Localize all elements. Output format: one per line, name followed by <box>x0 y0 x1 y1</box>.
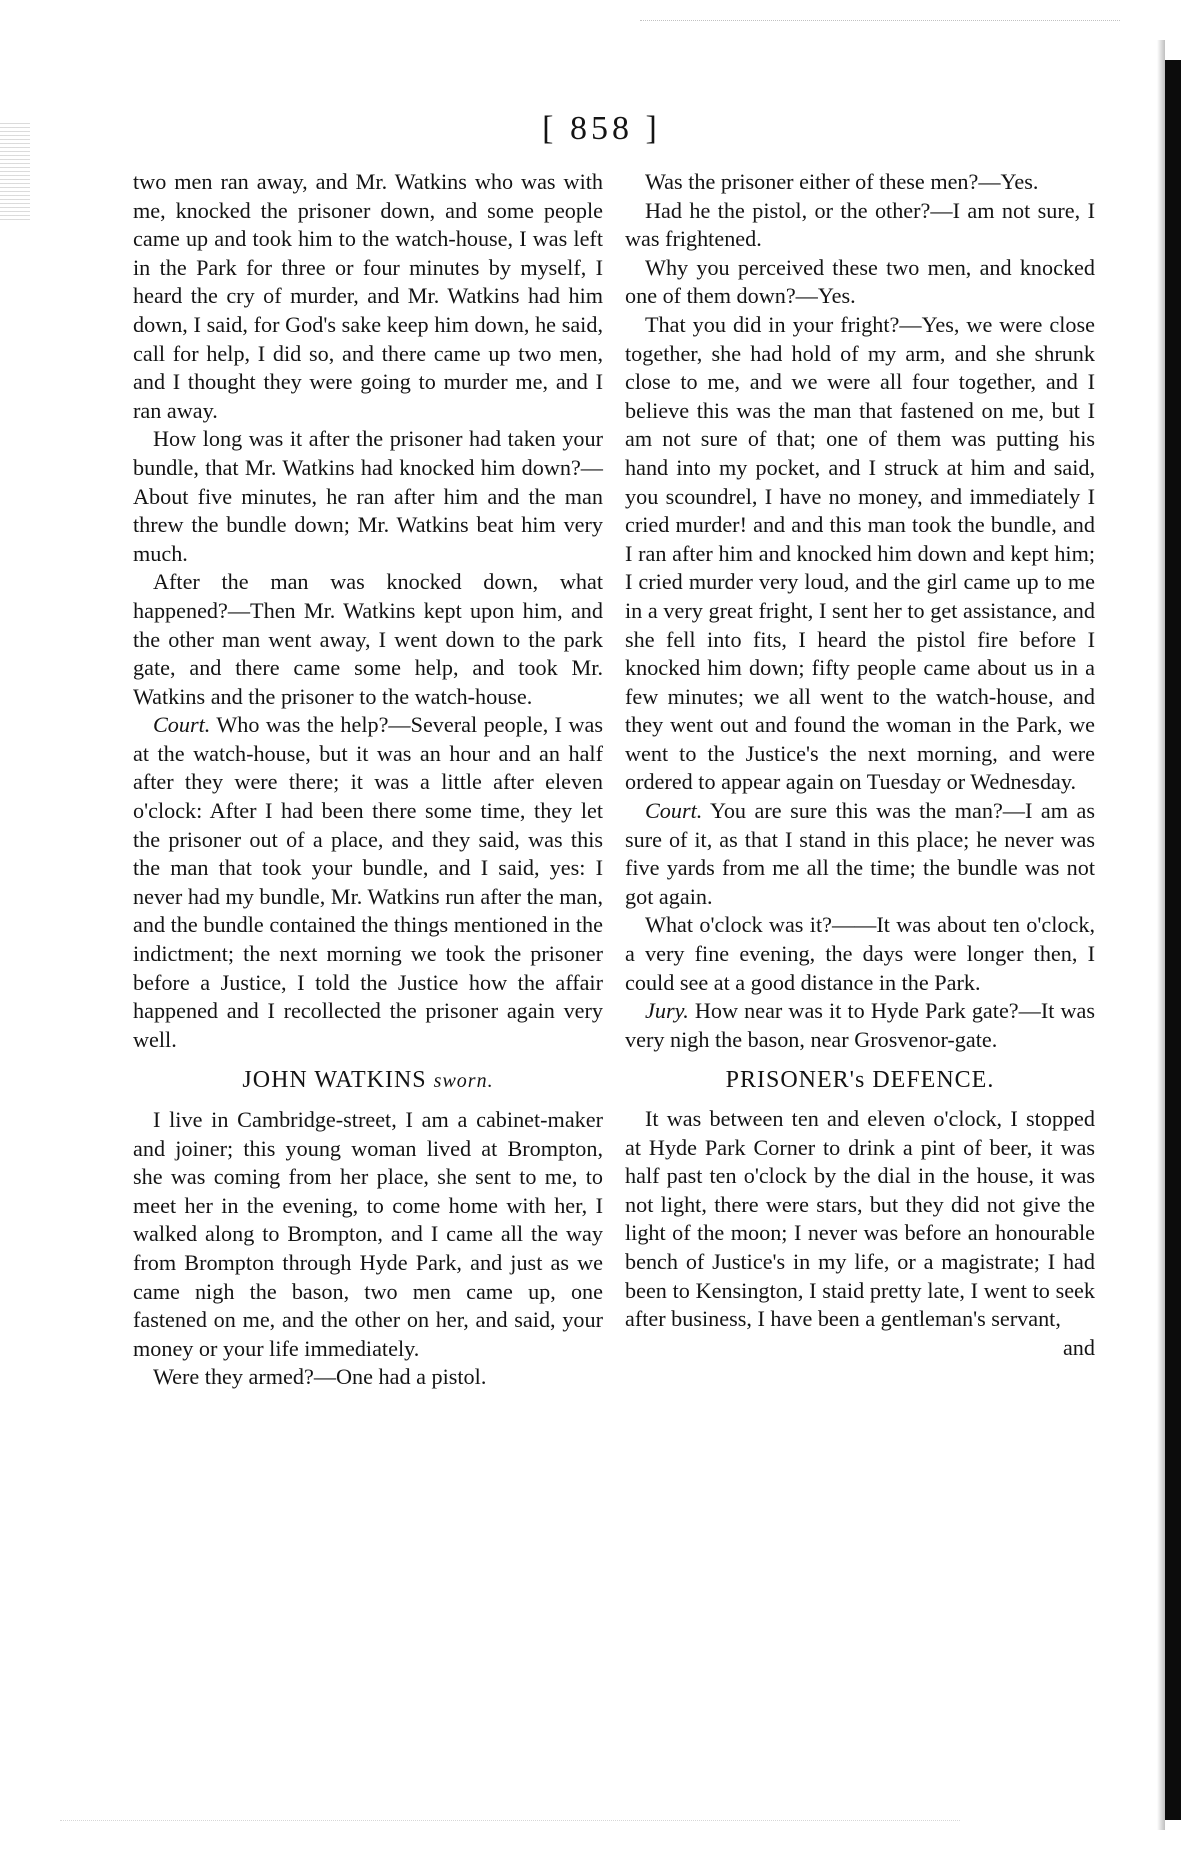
left-paragraph-4-text: Who was the help?—Several people, I was at the watch-house, but it was an hour and an half after they were there; it was a little after eleven o'clock: After I had been there some time, they let the prisoner out of a place, and they said, was this the man that took your bundle, and I said, yes: I never had my bundle, Mr. Watkins run after the man, and the bundle contained the things mentioned in the indictment; the next morning we took the prisoner before a Justice, I told the Justice how the affair happened and I recollected the prisoner again very well. <box>133 712 603 1052</box>
right-paragraph-3: Why you perceived these two men, and knocked one of them down?—Yes. <box>625 254 1095 309</box>
witness-name: JOHN WATKINS <box>242 1067 434 1094</box>
scan-bottom-noise <box>60 1810 960 1821</box>
left-paragraph-2: How long was it after the prisoner had taken your bundle, that Mr. Watkins had knocked him down?—About five minutes, he ran after him and the man threw the bundle down; Mr. Watkins beat him very much. <box>133 426 603 566</box>
right-paragraph-5-text: You are sure this was the man?—I am as sure of it, as that I stand in this place; he never was five yards from me all the time; the bundle was not got again. <box>625 798 1095 909</box>
binding-gradient <box>1157 40 1165 1830</box>
speaker-court: Court. <box>645 798 703 824</box>
right-paragraph-1: Was the prisoner either of these men?—Yes. <box>645 169 1039 194</box>
right-paragraph-8: It was between ten and eleven o'clock, I stopped at Hyde Park Corner to drink a pint of beer, it was half past ten o'clock by the dial in the house, it was not light, there were stars, but they did not give the light of the moon; I never was before an honourable bench of Justice's in my life, or a magistrate; I had been to Kensington, I staid pretty late, I went to seek after business, I have been a gentleman's servant, <box>625 1106 1095 1332</box>
right-column <box>625 168 1095 1362</box>
right-paragraph-7-text: How near was it to Hyde Park gate?—It was very nigh the bason, near Grosvenor-gate. <box>625 998 1095 1052</box>
left-column <box>133 168 603 1392</box>
speaker-jury: Jury. <box>645 998 689 1024</box>
witness-sworn: sworn. <box>433 1070 494 1093</box>
page-number: [ 858 ] <box>542 110 661 147</box>
left-paragraph-5: I live in Cambridge-street, I am a cabinet-maker and joiner; this young woman lived at Brompton, she was coming from her place, she sent to me, to meet her in the evening, to come home with her, I walked along to Brompton, and I came all the way from Brompton through Hyde Park, and just as we came nigh the bason, two men came up, one fastened on me, and the other on her, and said, your money or your life immediately. <box>133 1107 603 1361</box>
right-paragraph-6: What o'clock was it?——It was about ten o'clock, a very fine evening, the days were longer then, I could see at a good distance in the Park. <box>625 912 1095 995</box>
left-paragraph-1: two men ran away, and Mr. Watkins who was with me, knocked the prisoner down, and some people came up and took him to the watch-house, I was left in the Park for three or four minutes by myself, I heard the cry of murder, and Mr. Watkins had him down, I said, for God's sake keep him down, he said, call for help, I did so, and there came up two men, and I thought they were going to murder me, and I ran away. <box>133 169 603 423</box>
catchword: and <box>1062 1334 1095 1360</box>
left-paragraph-3: After the man was knocked down, what happened?—Then Mr. Watkins kept upon him, and the other man went away, I went down to the park gate, and there came some help, and took Mr. Watkins and the prisoner to the watch-house. <box>133 569 603 709</box>
right-paragraph-2: Had he the pistol, or the other?—I am not sure, I was frightened. <box>625 197 1095 252</box>
defence-heading: PRISONER's DEFENCE. <box>725 1067 995 1094</box>
binding-shadow <box>1165 60 1181 1820</box>
right-paragraph-4: That you did in your fright?—Yes, we were close together, she had hold of my arm, and she shrunk close to me, and we were all four together, and I believe this was the man that fastened on me, but I am not sure of that; one of them was putting his hand into my pocket, and I struck at him and said, you scoundrel, I have no money, and immediately I cried murder! and and this man took the bundle, and I ran after him and knocked him down and kept him; I cried murder very loud, and the girl came up to me in a very great fright, I sent her to get assistance, and she fell into fits, I heard the pistol fire before I knocked him down; fifty people came about us in a few minutes; we all went to the watch-house, and they went out and found the woman in the Park, we went to the Justice's the next morning, and were ordered to appear again on Tuesday or Wednesday. <box>625 311 1095 795</box>
right-paragraph-5 <box>625 797 1095 911</box>
scan-top-noise <box>640 20 1120 45</box>
speaker-court: Court. <box>153 712 211 738</box>
witness-heading <box>133 1066 603 1096</box>
right-paragraph-7 <box>625 997 1095 1054</box>
left-paragraph-6: Were they armed?—One had a pistol. <box>153 1364 487 1390</box>
left-paragraph-4 <box>133 711 603 1054</box>
